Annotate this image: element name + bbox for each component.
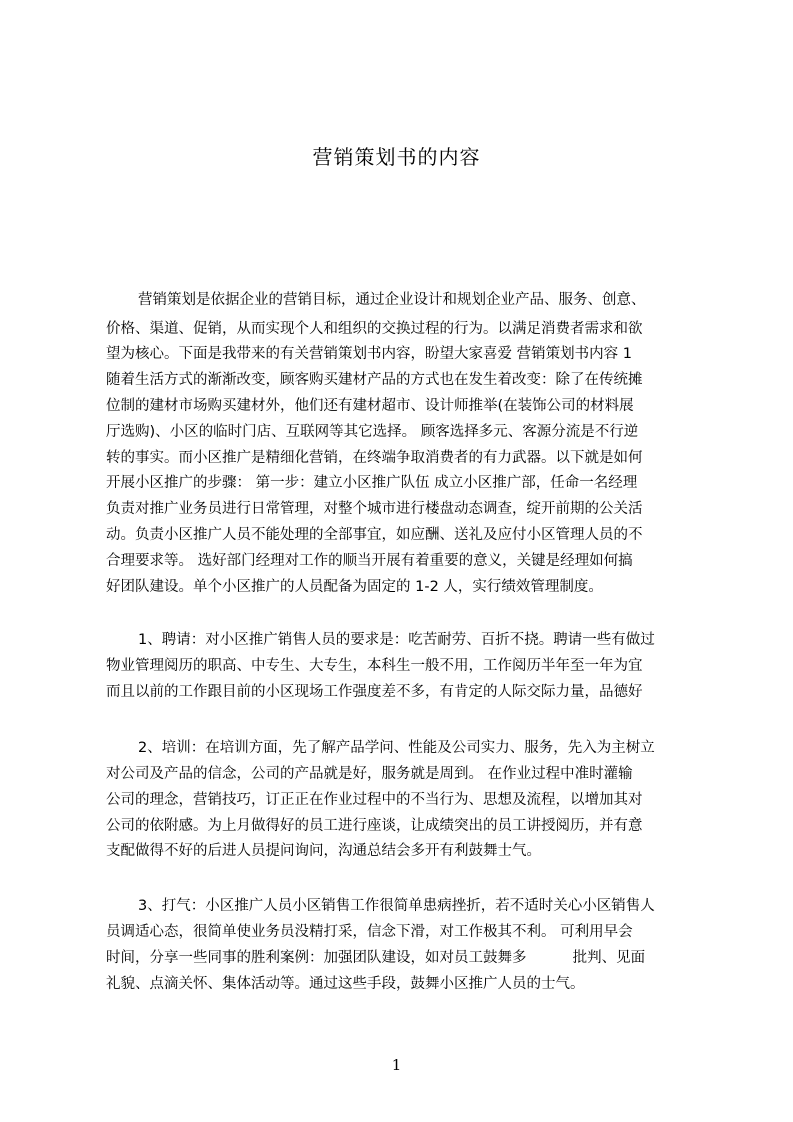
page-number: 1 bbox=[391, 1056, 402, 1074]
document-title: 营销策划书的内容 bbox=[312, 145, 481, 169]
paragraph-line: 转的事实。而小区推广是精细化营销，在终端争取消费者的有力武器。以下就是如何 bbox=[106, 450, 643, 466]
paragraph-line: 厅选购)、小区的临时门店、互联网等其它选择。 顾客选择多元、客源分流是不行逆 bbox=[106, 424, 639, 440]
paragraph-line: 公司的理念，营销技巧，订正正在作业过程中的不当行为、思想及流程，以增加其对 bbox=[106, 792, 643, 808]
paragraph-line: 支配做得不好的后进人员提问询问，沟通总结会多开有利鼓舞士气。 bbox=[106, 843, 541, 859]
paragraph-line: 3、打气：小区推广人员小区销售工作很简单患病挫折，若不适时关心小区销售人 bbox=[138, 898, 655, 914]
paragraph-line: 好团队建设。单个小区推广的人员配备为固定的 1-2 人，实行绩效管理制度。 bbox=[106, 579, 603, 595]
paragraph-line: 2、培训：在培训方面，先了解产品学问、性能及公司实力、服务，先入为主树立 bbox=[138, 740, 655, 756]
paragraph-line: 对公司及产品的信念，公司的产品就是好，服务就是周到。 在作业过程中准时灌输 bbox=[106, 766, 633, 782]
paragraph-line: 开展小区推广的步骤： 第一步：建立小区推广队伍 成立小区推广部，任命一名经理 bbox=[106, 475, 638, 491]
paragraph-line: 动。负责小区推广人员不能处理的全部事宜，如应酬、送礼及应付小区管理人员的不 bbox=[106, 527, 643, 543]
paragraph-line: 合理要求等。 选好部门经理对工作的顺当开展有着重要的意义，关键是经理如何搞 bbox=[106, 553, 633, 569]
paragraph-line: 而且以前的工作跟目前的小区现场工作强度差不多，有肯定的人际交际力量，品德好 bbox=[106, 684, 643, 700]
paragraph-line: 礼貌、点滴关怀、集体活动等。通过这些手段，鼓舞小区推广人员的士气。 bbox=[106, 976, 585, 992]
paragraph-line: 员调适心态，很简单使业务员没精打采，信念下滑，对工作极其不利。 可利用早会 bbox=[106, 924, 633, 940]
paragraph-line: 营销策划是依据企业的营销目标，通过企业设计和规划企业产品、服务、创意、 bbox=[138, 292, 646, 308]
paragraph-line: 价格、渠道、促销，从而实现个人和组织的交换过程的行为。以满足消费者需求和欲 bbox=[106, 321, 643, 337]
paragraph-line: 物业管理阅历的职高、中专生、大专生，本科生一般不用，工作阅历半年至一年为宜 bbox=[106, 658, 643, 674]
paragraph-line: 时间，分享一些同事的胜利案例：加强团队建设，如对员工鼓舞多 批判、见面 bbox=[106, 950, 646, 966]
paragraph-line: 望为核心。下面是我带来的有关营销策划书内容，盼望大家喜爱 营销策划书内容 1 bbox=[106, 346, 632, 362]
paragraph-line: 负责对推广业务员进行日常管理，对整个城市进行楼盘动态调查，绽开前期的公关活 bbox=[106, 501, 643, 517]
paragraph-line: 位制的建材市场购买建材外，他们还有建材超市、设计师推举(在装饰公司的材料展 bbox=[106, 398, 634, 414]
paragraph-line: 随着生活方式的渐渐改变，顾客购买建材产品的方式也在发生着改变：除了在传统摊 bbox=[106, 372, 643, 388]
paragraph-line: 公司的依附感。为上月做得好的员工进行座谈，让成绩突出的员工讲授阅历，并有意 bbox=[106, 818, 643, 834]
paragraph-line: 1、聘请：对小区推广销售人员的要求是：吃苦耐劳、百折不挠。聘请一些有做过 bbox=[138, 632, 655, 648]
